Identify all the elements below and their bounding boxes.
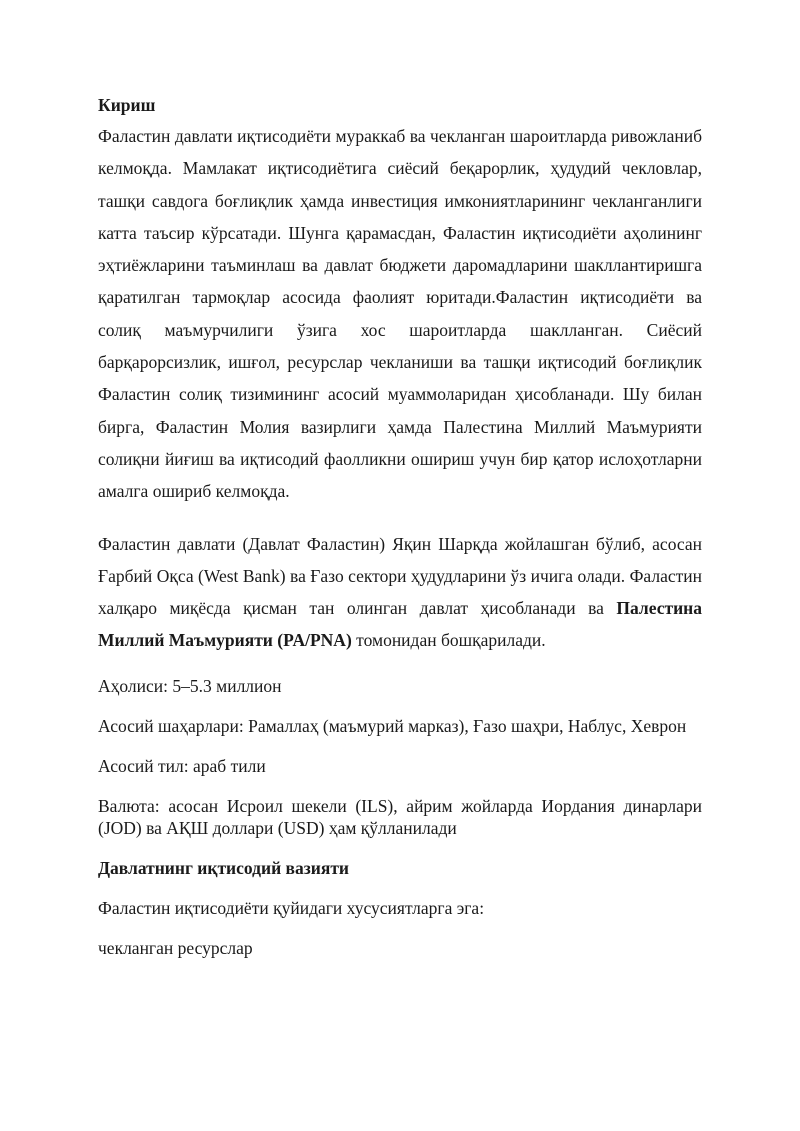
country-paragraph [98, 528, 702, 657]
country-text-before: Фаластин давлати (Давлат Фаластин) Яқин Шарқда жойлашган бўлиб, асосан Ғарбий Оқса (West Bank) ва Ғазо сектори ҳудудларини ўз ичига олади. Фаластин халқаро миқёсда қисман тан олинган давлат ҳисобланади ва [98, 533, 702, 619]
economy-item: чекланган ресурслар [98, 937, 253, 958]
fact-language: Асосий тил: араб тили [98, 755, 266, 776]
fact-population: Аҳолиси: 5–5.3 миллион [98, 675, 282, 696]
economy-intro: Фаластин иқтисодиёти қуйидаги хусусиятларга эга: [98, 897, 485, 918]
document-body [98, 90, 702, 959]
economy-heading: Давлатнинг иқтисодий вазияти [98, 857, 350, 878]
intro-heading: Кириш [98, 95, 156, 115]
fact-cities: Асосий шаҳарлари: Рамаллаҳ (маъмурий марказ), Ғазо шаҳри, Наблус, Хеврон [98, 715, 687, 736]
authority-name: Палестина Миллий Маъмурияти (PA/PNA) [98, 598, 702, 651]
country-text-after: томонидан бошқарилади. [351, 630, 546, 651]
fact-currency: Валюта: асосан Исроил шекели (ILS), айрим жойларда Иордания динарлари (JOD) ва АҚШ доллари (USD) ҳам қўлланилади [98, 795, 702, 838]
intro-paragraph: Фаластин давлати иқтисодиёти мураккаб ва чекланган шароитларда ривожланиб келмоқда. Мамлакат иқтисодиётига сиёсий беқарорлик, ҳудудий чекловлар, ташқи савдога боғлиқлик ҳамда инвестиция имкониятларининг чекланганлиги катта таъсир кўрсатади. Шунга қарамасдан, Фаластин иқтисодиёти аҳолининг эҳтиёжларини таъминлаш ва давлат бюджети даромадларини шакллантиришга қаратилган тармоқлар асосида фаолият юритади.Фаластин иқтисодиёти ва солиқ маъмурчилиги ўзига хос шароитларда шаклланган. Сиёсий барқарорсизлик, ишғол, ресурслар чекланиши ва ташқи иқтисодий боғлиқлик Фаластин солиқ тизимининг асосий муаммоларидан ҳисобланади. Шу билан бирга, Фаластин Молия вазирлиги ҳамда Палестина Миллий Маъмурияти солиқни йиғиш ва иқтисодий фаолликни ошириш учун бир қатор ислоҳотларни амалга ошириб келмоқда. [98, 126, 702, 502]
